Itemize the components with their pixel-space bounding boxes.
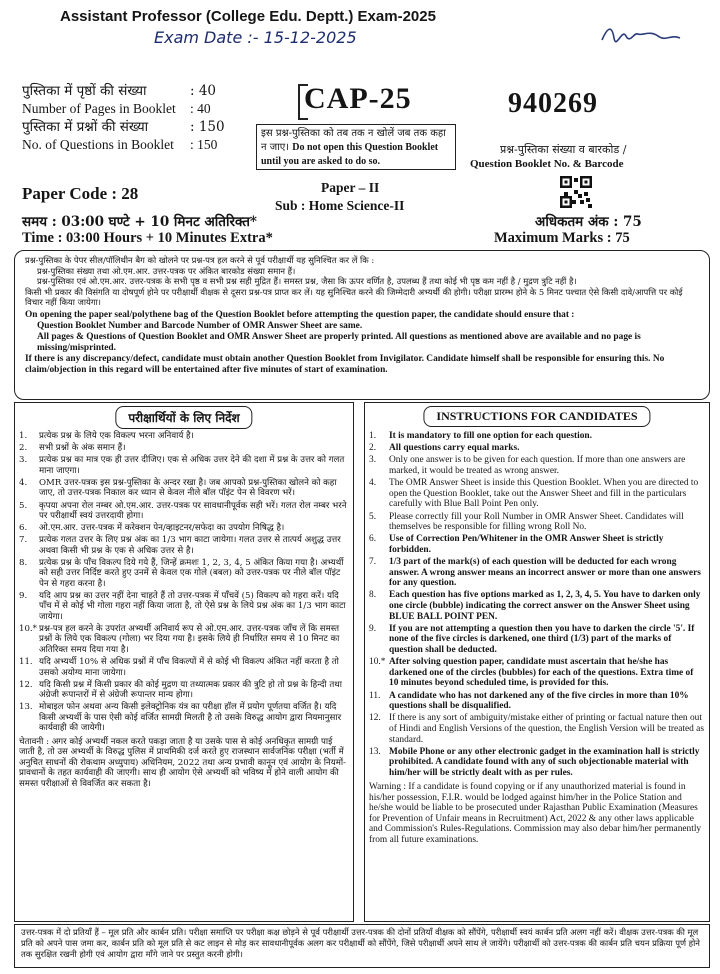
english-instruction-item — [369, 657, 705, 689]
instruction-text: If there is any sort of ambiguity/mistake either of printing or factual nature then out of Hindi and English Versions of the question, the English Version will be treated as standard. — [389, 713, 704, 745]
hindi-instruction-item — [19, 624, 349, 655]
instruction-text: प्रत्येक गलत उत्तर के लिए प्रश्न अंक का 1/3 भाग काटा जायेगा। गलत उत्तर से तात्पर्य अशुद्ध उत्तर अथवा किसी भी प्रश्न के एक से अधिक उत्तर से है। — [39, 535, 341, 556]
instruction-number: 11. — [369, 690, 381, 701]
english-instruction-item — [369, 443, 705, 454]
hindi-instruction-item — [19, 702, 349, 733]
instruction-text: All questions carry equal marks. — [389, 443, 520, 454]
instruction-text: Each question has five options marked as 1, 2, 3, 4, 5. You have to darken only one circle (bubble) indicating the correct answer on the Answer Sheet using BLUE BALL POINT PEN. — [389, 590, 701, 622]
instruction-number: 3. — [369, 455, 377, 466]
instruction-number: 1. — [369, 431, 377, 441]
instruction-number: 5. — [369, 511, 377, 522]
english-instruction-item — [369, 512, 705, 533]
english-instructions-heading: INSTRUCTIONS FOR CANDIDATES — [423, 406, 650, 427]
english-instruction-item — [369, 557, 705, 589]
instruction-text: प्रत्येक प्रश्न के लिये एक विकल्प भरना अनिवार्य है। — [39, 431, 194, 441]
info-pages-hi: पुस्तिका में पृष्ठों की संख्या : 40 — [22, 83, 217, 99]
hindi-instructions-list — [19, 431, 349, 735]
instruction-text: मोबाइल फोन अथवा अन्य किसी इलेक्ट्रोनिक यंत्र का परीक्षा हॉल में प्रयोग पूर्णतया वर्जित है। यदि किसी अभ्यर्थी के पास ऐसी कोई वर्जित सामग्री मिलती है तो उसके विरुद्ध आयोग द्वारा नियमानुसार कार्यवाही की जायेगी। — [39, 702, 342, 734]
instruction-number: 7. — [19, 535, 28, 546]
instruction-number: 13. — [369, 746, 381, 757]
booklet-number: 940269 — [508, 88, 598, 119]
instruction-number: 8. — [369, 590, 377, 601]
instruction-text: After solving question paper, candidate must ascertain that he/she has darkened one of the circles (bubbles) for each of the questions. Extra time of 10 minutes beyond scheduled time, is provided for this. — [389, 657, 694, 689]
hindi-instruction-item — [19, 478, 349, 499]
booklet-label-en: Question Booklet No. & Barcode — [470, 158, 624, 170]
instruction-number: 9. — [369, 623, 377, 634]
check-hi-2: प्रश्न-पुस्तिका एवं ओ.एम.आर. उत्तर-पत्रक के सभी पृष्ठ व सभी प्रश्न सही मुद्रित हैं। समस्त प्रश्न, जैसा कि ऊपर वर्णित है, उपलब्ध हैं तथा कोई भी पृष्ठ कम नहीं है / मुद्रण त्रुटि नहीं है। — [37, 276, 577, 287]
hindi-instruction-item — [19, 535, 349, 556]
english-instruction-item — [369, 624, 705, 656]
hindi-instruction-item — [19, 523, 349, 533]
instruction-number: 11. — [19, 657, 33, 668]
instruction-number: 3. — [19, 455, 28, 466]
hindi-instruction-item — [19, 657, 349, 678]
english-instruction-item — [369, 431, 705, 442]
instruction-number: 1. — [19, 431, 28, 441]
instruction-number: 13. — [19, 702, 33, 713]
instruction-number: 10.* — [19, 624, 37, 635]
hindi-instruction-item — [19, 455, 349, 476]
hindi-instruction-item — [19, 431, 349, 441]
english-instruction-item — [369, 713, 705, 745]
info-questions-hi: पुस्तिका में प्रश्नों की संख्या : 150 — [22, 119, 225, 135]
instruction-text: Mobile Phone or any other electronic gadget in the examination hall is strictly prohibited. A candidate found with any of such objectionable material with him/her will be strictly dealt with as per rules. — [389, 746, 700, 778]
time-en: Time : 03:00 Hours + 10 Minutes Extra* — [22, 230, 273, 246]
instruction-text: It is mandatory to fill one option for each question. — [389, 431, 592, 441]
instruction-text: प्रत्येक प्रश्न का मात्र एक ही उत्तर दीजिए। एक से अधिक उत्तर देने की दशा में प्रश्न के उत्तर को गलत माना जाएगा। — [39, 455, 345, 476]
check-en-3: If there is any discrepancy/defect, candidate must obtain another Question Booklet from Invigilator. Candidate himself shall be responsible for ensuring this. No claim/objection in this regard will be entertained after five minutes of start of examination. — [25, 353, 665, 375]
notice-en: Do not open this Question Booklet until you are asked to do so. — [261, 142, 439, 167]
instruction-text: यदि किसी प्रश्न में किसी प्रकार की कोई मुद्रण या तथ्यात्मक प्रकार की त्रुटि हो तो प्रश्न के हिन्दी तथा अंग्रेजी रूपान्तरों में से अंग्रेजी रूपान्तर मान्य होगा। — [39, 679, 342, 701]
paper-title: Paper – II — [321, 180, 380, 195]
booklet-label-hi: प्रश्न-पुस्तिका संख्या व बारकोड / — [500, 143, 627, 156]
hindi-instruction-item — [19, 558, 349, 589]
instruction-number: 2. — [369, 443, 377, 454]
instruction-text: Only one answer is to be given for each question. If more than one answers are marked, it would be treated as wrong answer. — [389, 455, 686, 476]
handwritten-exam-date: Exam Date :- 15-12-2025 — [154, 28, 357, 47]
instruction-number: 10.* — [369, 657, 386, 668]
instruction-text: The OMR Answer Sheet is inside this Question Booklet. When you are directed to open the Question Booklet, take out the Answer Sheet and fill in the particulars carefully with Blue Ball Point Pen only. — [389, 478, 699, 510]
english-instructions-panel — [364, 402, 710, 922]
hindi-instructions-heading: परीक्षार्थियों के लिए निर्देश — [115, 406, 252, 429]
hindi-instruction-item — [19, 591, 349, 622]
instruction-text: OMR उत्तर-पत्रक इस प्रश्न-पुस्तिका के अन्दर रखा है। जब आपको प्रश्न-पुस्तिका खोलने को कहा जाए, तो उत्तर-पत्रक निकाल कर ध्यान से केवल नीले बॉल पॉइंट पेन से विवरण भरें। — [39, 478, 337, 499]
instruction-number: 8. — [19, 558, 28, 569]
instruction-number: 4. — [369, 478, 377, 489]
english-instruction-item — [369, 478, 705, 510]
pre-exam-check-box — [14, 250, 710, 400]
hindi-instructions-panel — [14, 402, 354, 922]
instruction-number: 12. — [19, 679, 33, 690]
hindi-instruction-item — [19, 501, 349, 522]
instruction-number: 6. — [19, 523, 28, 534]
english-instruction-item — [369, 747, 705, 779]
check-hi-intro: प्रश्न-पुस्तिका के पेपर सील/पॉलिथीन बैग को खोलने पर प्रश्न-पत्र हल करने से पूर्व परीक्षार्थी यह सुनिश्चित कर लें कि : — [25, 255, 375, 265]
cap-code: CAP-25 — [304, 82, 412, 115]
instruction-number: 9. — [19, 591, 28, 602]
notice-hi: इस प्रश्न-पुस्तिका को तब तक न खोलें जब तक कहा न जाए। — [261, 128, 446, 153]
english-instruction-item — [369, 590, 705, 622]
info-pages-en: Number of Pages in Booklet : 40 — [22, 101, 211, 116]
english-instruction-item — [369, 534, 705, 555]
hindi-instruction-item — [19, 680, 349, 701]
hindi-warning: चेतावनी : अगर कोई अभ्यर्थी नकल करते पकड़ा जाता है या उसके पास से कोई अनधिकृत सामग्री पाई जाती है, तो उस अभ्यर्थी के विरुद्ध पुलिस में प्राथमिकी दर्ज करते हुए राजस्थान सार्वजनिक परीक्षा (भर्ती में अनुचित साधनों की रोकथाम अध्युपाय) अधिनियम, 2022 तथा अन्य प्रभावी कानून एवं आयोग के नियमों-प्रावधानों के तहत कार्यवाही की जाएगी। साथ ही आयोग ऐसे अभ्यर्थी को भविष्य में होने वाली आयोग की समस्त परीक्षाओं से विवर्जित कर सकता है। — [19, 737, 346, 789]
instruction-number: 2. — [19, 443, 28, 454]
instruction-text: यदि अभ्यर्थी 10% से अधिक प्रश्नों में पाँच विकल्पों में से कोई भी विकल्प अंकित नहीं करता है तो उसको अयोग्य माना जायेगा। — [39, 657, 339, 678]
time-hi: समय : 03:00 घण्टे + 10 मिनट अतिरिक्त* — [22, 214, 257, 230]
instruction-number: 12. — [369, 713, 381, 724]
instruction-text: ओ.एम.आर. उत्तर-पत्रक में करेक्शन पेन/व्हाइटनर/सफेदा का उपयोग निषिद्ध है। — [39, 523, 285, 534]
check-en-intro: On opening the paper seal/polythene bag of the Question Booklet before attempting the question paper, the candidate should ensure that : — [25, 309, 575, 320]
instruction-text: सभी प्रश्नों के अंक समान हैं। — [39, 443, 126, 454]
instruction-number: 7. — [369, 557, 377, 568]
instruction-text: If you are not attempting a question then you have to darken the circle '5'. If none of the five circles is darkened, one third (1/3) part of the marks of question shall be deducted. — [389, 623, 695, 656]
instruction-text: Use of Correction Pen/Whitener in the OMR Answer Sheet is strictly forbidden. — [389, 534, 664, 555]
exam-title: Assistant Professor (College Edu. Deptt.) Exam-2025 — [60, 8, 436, 25]
do-not-open-notice — [256, 124, 456, 170]
max-marks-hi: अधिकतम अंक : 75 — [535, 214, 642, 230]
max-marks-en: Maximum Marks : 75 — [494, 230, 630, 246]
instruction-number: 6. — [369, 534, 377, 545]
instruction-text: 1/3 part of the mark(s) of each question will be deducted for each wrong answer. A wrong answer means an incorrect answer or more than one answers for any question. — [389, 557, 701, 589]
info-questions-en: No. of Questions in Booklet : 150 — [22, 137, 218, 152]
check-en-2: All pages & Questions of Question Booklet and OMR Answer Sheet are properly printed. All questions as mentioned above are available and no page is missing/misprinted. — [37, 331, 641, 353]
english-warning: Warning : If a candidate is found copying or if any unauthorized material is found in his/her possession, F.I.R. would be lodged against him/her in the Police Station and he/she would be liable to be prosecuted under Rajasthan Public Examination (Measures for Prevention of Unfair means in Recruitment) Act, 2022 & any other laws applicable and Commission's Rules-Regulations. Commission may also debar him/her permanently from all future examinations. — [369, 782, 702, 845]
qr-code-icon — [560, 176, 592, 208]
paper-code: Paper Code : 28 — [22, 184, 139, 203]
signature-scribble — [598, 22, 682, 46]
english-instruction-item — [369, 691, 705, 712]
instruction-text: प्रत्येक प्रश्न के पाँच विकल्प दिये गये हैं, जिन्हें क्रमशः 1, 2, 3, 4, 5 अंकित किया गया है। अभ्यर्थी को सही उत्तर निर्दिष्ट करते हुए उनमें से केवल एक गोले (बबल) को उत्तर-पत्रक पर नीले बॉल पॉइंट पेन से गहरा करना है। — [39, 558, 344, 589]
check-hi-1: प्रश्न-पुस्तिका संख्या तथा ओ.एम.आर. उत्तर-पत्रक पर अंकित बारकोड संख्या समान हैं। — [37, 265, 296, 276]
check-hi-3: किसी भी प्रकार की विसंगति या दोषपूर्ण होने पर परीक्षार्थी वीक्षक से दूसरा प्रश्न-पत्र प्राप्त कर लें। यह सुनिश्चित करने की जिम्मेदारी अभ्यर्थी की होगी। परीक्षा प्रारम्भ होने के 5 मिनट पश्चात ऐसे किसी दावे/आपत्ति पर कोई विचार नहीं किया जायेगा। — [25, 286, 683, 308]
answer-sheet-copy-note: उत्तर-पत्रक में दो प्रतियाँ हैं – मूल प्रति और कार्बन प्रति। परीक्षा समाप्ति पर परीक्षा कक्ष छोड़ने से पूर्व परीक्षार्थी उत्तर-पत्रक की दोनों प्रतियाँ वीक्षक को सौंपेंगे, परीक्षार्थी स्वयं कार्बन प्रति अलग नहीं करें। वीक्षक उत्तर-पत्रक की मूल प्रति को अपने पास जमा कर, कार्बन प्रति को मूल प्रति से कट लाइन से मोड़ कर सावधानीपूर्वक अलग कर परीक्षार्थी को सौंपेंगे, जिसे परीक्षार्थी अपने साथ ले जायेंगे। परीक्षार्थी को उत्तर-पत्रक की कार्बन प्रति चयन प्रक्रिया पूर्ण होने तक सुरक्षित रखनी होगी एवं आयोग द्वारा माँगे जाने पर प्रस्तुत करनी होगी। — [14, 924, 710, 968]
instruction-number: 4. — [19, 478, 28, 489]
instruction-text: Please correctly fill your Roll Number in OMR Answer Sheet. Candidates will themselves be responsible for filling wrong Roll No. — [389, 511, 684, 533]
instruction-text: प्रश्न-पत्र हल करने के उपरांत अभ्यर्थी अनिवार्य रूप से ओ.एम.आर. उत्तर-पत्रक जाँच लें कि समस्त प्रश्नों के लिये एक विकल्प (गोला) भर दिया गया है। इसके लिये ही निर्धारित समय से 10 मिनट का अतिरिक्त समय दिया गया है। — [39, 624, 340, 655]
english-instruction-item — [369, 455, 705, 476]
english-instructions-list — [369, 431, 705, 780]
check-en-1: Question Booklet Number and Barcode Number of OMR Answer Sheet are same. — [37, 320, 363, 331]
hindi-instruction-item — [19, 443, 349, 453]
instruction-text: यदि आप प्रश्न का उत्तर नहीं देना चाहते हैं तो उत्तर-पत्रक में पाँचवें (5) विकल्प को गहरा करें। यदि पाँच में से कोई भी गोला गहरा नहीं किया जाता है, तो ऐसे प्रश्न के लिये प्रश्न अंक का 1/3 भाग काटा जायेगा। — [39, 591, 346, 622]
instruction-number: 5. — [19, 500, 28, 511]
instruction-text: A candidate who has not darkened any of the five circles in more than 10% questions shall be disqualified. — [389, 690, 689, 712]
paper-subject: Sub : Home Science-II — [275, 198, 405, 213]
instruction-text: कृपया अपना रोल नम्बर ओ.एम.आर. उत्तर-पत्रक पर सावधानीपूर्वक सही भरें। गलत रोल नम्बर भरने पर परीक्षार्थी स्वयं उत्तरदायी होगा। — [39, 500, 347, 522]
